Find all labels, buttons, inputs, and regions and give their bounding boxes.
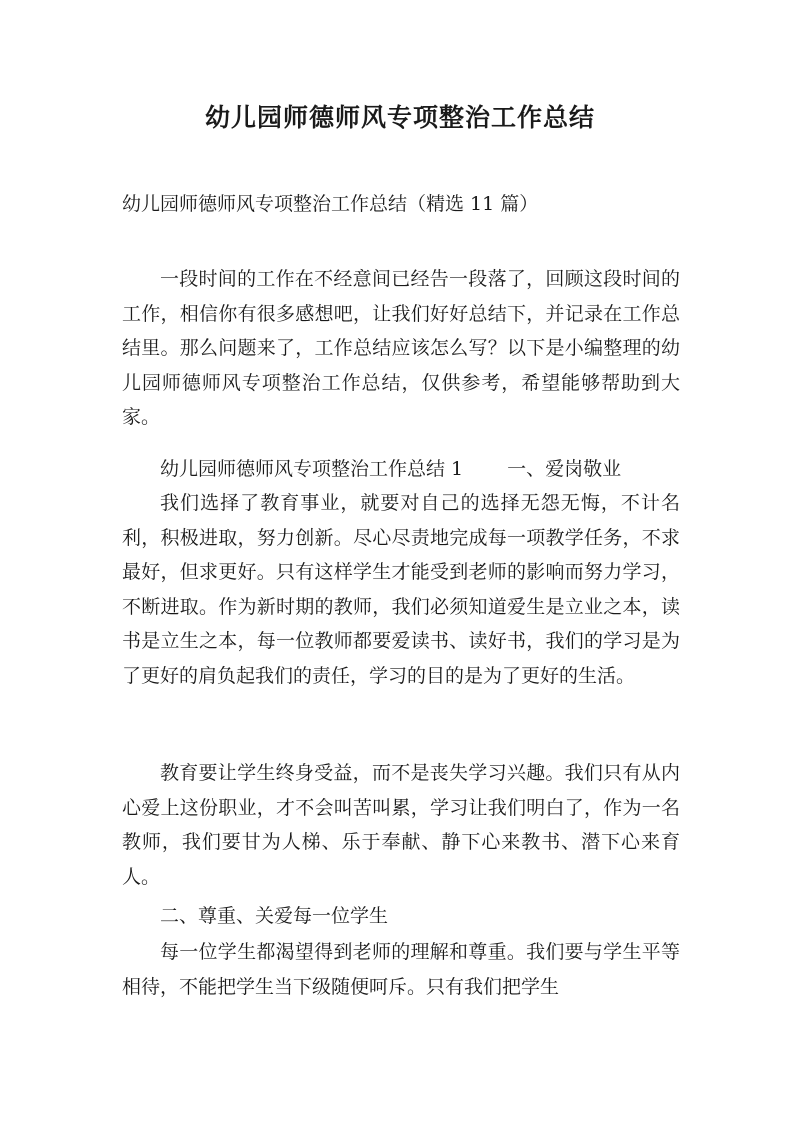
intro-text: 一段时间的工作在不经意间已经告一段落了，回顾这段时间的工作，相信你有很多感想吧，让我们好好总结下，并记录在工作总结里。那么问题来了，工作总结应该怎么写？以下是小编整理的幼儿园师德师风专项整治工作总结，仅供参考，希望能够帮助到大家。 (122, 268, 680, 428)
intro-paragraph (122, 262, 680, 435)
paragraph-3 (122, 935, 680, 1004)
section-1-header (160, 453, 621, 485)
document-title: 幼儿园师德师风专项整治工作总结 (204, 103, 595, 132)
paragraph-3-text: 每一位学生都渴望得到老师的理解和尊重。我们要与学生平等相待，不能把学生当下级随便呵斥。只有我们把学生 (122, 941, 680, 998)
paragraph-1-text: 我们选择了教育事业，就要对自己的选择无怨无悔，不计名利，积极进取，努力创新。尽心尽责地完成每一项教学任务，不求最好，但求更好。只有这样学生才能受到老师的影响而努力学习，不断进取。作为新时期的教师，我们必须知道爱生是立业之本，读书是立生之本，每一位教师都要爱读书、读好书，我们的学习是为了更好的肩负起我们的责任，学习的目的是为了更好的生活。 (122, 492, 680, 687)
document-subtitle: 幼儿园师德师风专项整治工作总结（精选 11 篇） (122, 193, 539, 215)
paragraph-2-text: 教育要让学生终身受益，而不是丧失学习兴趣。我们只有从内心爱上这份职业，才不会叫苦叫累，学习让我们明白了，作为一名教师，我们要甘为人梯、乐于奉献、静下心来教书、潜下心来育人。 (122, 762, 680, 888)
section-1-title: 幼儿园师德师风专项整治工作总结 1 (160, 458, 464, 480)
paragraph-2 (122, 756, 680, 894)
paragraph-1 (122, 486, 680, 693)
section-1-heading: 一、爱岗敬业 (507, 458, 622, 480)
section-2-heading: 二、尊重、关爱每一位学生 (160, 905, 389, 927)
